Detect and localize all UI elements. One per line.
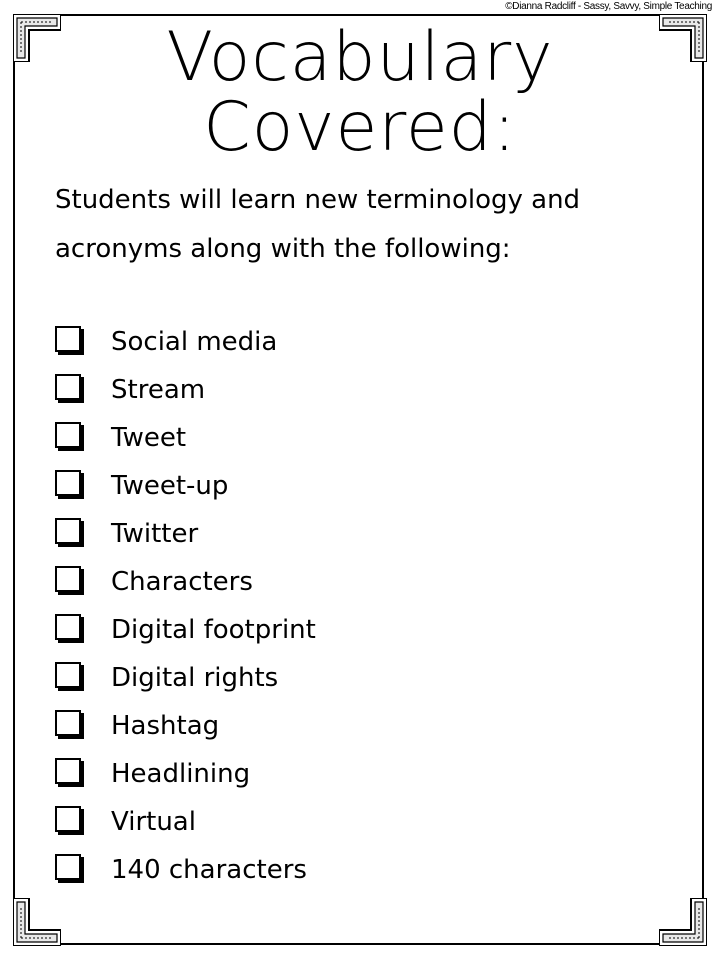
checklist-item[interactable] — [55, 798, 316, 846]
checkbox-icon[interactable] — [55, 470, 81, 496]
checklist-item[interactable] — [55, 462, 316, 510]
checkbox-icon[interactable] — [55, 806, 81, 832]
checklist-item[interactable] — [55, 558, 316, 606]
checkbox-icon[interactable] — [55, 374, 81, 400]
checklist-item[interactable] — [55, 366, 316, 414]
checkbox-icon[interactable] — [55, 710, 81, 736]
checklist-item[interactable] — [55, 750, 316, 798]
checklist-item-label: Twitter — [111, 519, 199, 549]
checklist-item-label: Characters — [111, 567, 253, 597]
checklist-item-label: Digital rights — [111, 663, 279, 693]
intro-paragraph: Students will learn new terminology and acronyms along with the following: — [55, 185, 581, 264]
corner-ornament-bottom-right — [659, 898, 707, 946]
checklist-item-label: Headlining — [111, 759, 251, 789]
checkbox-icon[interactable] — [55, 326, 81, 352]
checklist-item[interactable] — [55, 414, 316, 462]
checklist-item[interactable] — [55, 654, 316, 702]
checklist-item-label: Digital footprint — [111, 615, 316, 645]
checklist-item-label: Tweet-up — [111, 471, 229, 501]
checkbox-icon[interactable] — [55, 422, 81, 448]
checkbox-icon[interactable] — [55, 518, 81, 544]
copyright-notice: ©Dianna Radcliff - Sassy, Savvy, Simple Teaching — [505, 1, 712, 12]
checklist-item-label: Stream — [111, 375, 206, 405]
vocabulary-checklist — [55, 318, 316, 894]
checkbox-icon[interactable] — [55, 854, 81, 880]
checklist-item-label: Virtual — [111, 807, 196, 837]
checklist-item-label: Social media — [111, 327, 278, 357]
checklist-item[interactable] — [55, 318, 316, 366]
page-title-line-1: Vocabulary — [166, 18, 554, 97]
checkbox-icon[interactable] — [55, 758, 81, 784]
checklist-item[interactable] — [55, 702, 316, 750]
checklist-item-label: Tweet — [111, 423, 187, 453]
checkbox-icon[interactable] — [55, 614, 81, 640]
checkbox-icon[interactable] — [55, 662, 81, 688]
corner-ornament-bottom-left — [13, 898, 61, 946]
checklist-item[interactable] — [55, 606, 316, 654]
checklist-item[interactable] — [55, 510, 316, 558]
checklist-item-label: Hashtag — [111, 711, 220, 741]
page-title-line-2: Covered: — [203, 88, 517, 167]
checklist-item-label: 140 characters — [111, 855, 307, 885]
checklist-item[interactable] — [55, 846, 316, 894]
checkbox-icon[interactable] — [55, 566, 81, 592]
